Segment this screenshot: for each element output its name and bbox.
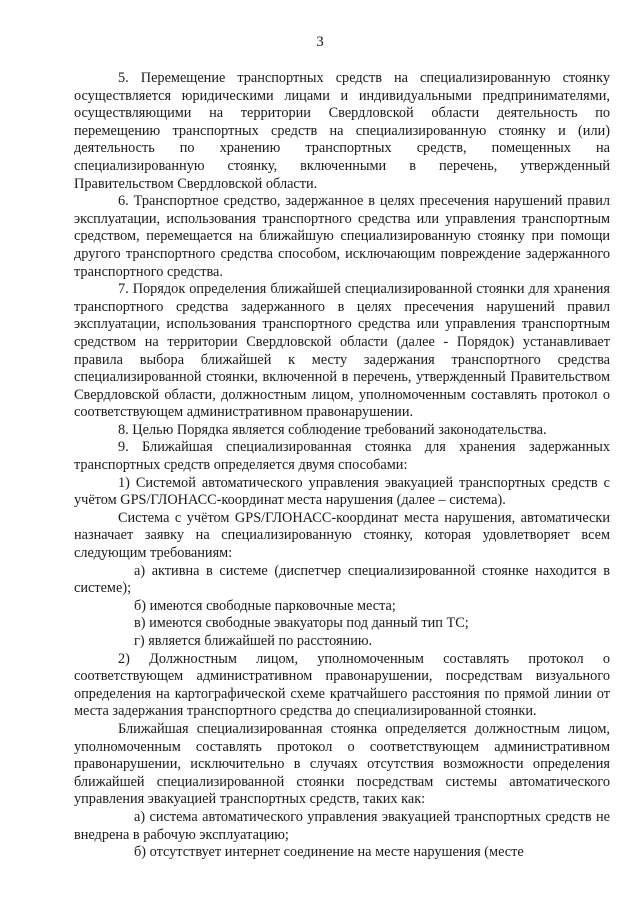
paragraph-5: 5. Перемещение транспортных средств на специализированную стоянку осуществляется юридическими лицами и индивидуальными предпринимателями, осуществляющими на территории Свердловской области деятельность по перемещению транспортных средств на специализированную стоянку и (или) деятельность по хранению транспортных средств, помещенных на специализированную стоянку, включенными в перечень, утвержденный Правительством Свердловской области.: [74, 70, 610, 192]
requirement-g: г) является ближайшей по расстоянию.: [134, 633, 373, 649]
paragraph-7: 7. Порядок определения ближайшей специализированной стоянки для хранения транспортного средства задержанного в целях пресечения нарушений правил эксплуатации, использования транспортного средства или управления транспортным средством на территории Свердловской области (далее - Порядок) устанавливает правила выбора ближайшей к месту задержания транспортного средства специализированной стоянки, включенной в перечень, утвержденный Правительством Свердловской области, должностным лицом, уполномоченным составлять протокол о соответствующем административном правонарушении.: [74, 281, 610, 421]
method-1: 1) Системой автоматического управления эвакуацией транспортных средств с учётом GPS/ГЛОНАСС-координат места нарушения (далее – система).: [74, 474, 610, 509]
official-determination: Ближайшая специализированная стоянка определяется должностным лицом, уполномоченным составлять протокол о соответствующем административном правонарушении, исключительно в случаях отсутствия возможности определения ближайшей специализированной стоянки посредствам системы автоматического управления эвакуацией транспортных средств, таких как:: [74, 720, 610, 808]
requirement-b: б) имеются свободные парковочные места;: [134, 597, 396, 614]
document-body: [74, 70, 610, 862]
case-b: б) отсутствует интернет соединение на месте нарушения (месте: [134, 844, 524, 861]
paragraph-9: 9. Ближайшая специализированная стоянка для хранения задержанных транспортных средств определяется двумя способами:: [74, 439, 610, 474]
system-description: Система с учётом GPS/ГЛОНАСС-координат места нарушения, автоматически назначает заявку на специализированную стоянку, которая удовлетворяет всем следующим требованиям:: [74, 509, 610, 562]
paragraph-8: 8. Целью Порядка является соблюдение требований законодательства.: [118, 421, 547, 438]
case-a: а) система автоматического управления эвакуацией транспортных средств не внедрена в рабочую эксплуатацию;: [74, 808, 610, 843]
paragraph-6: 6. Транспортное средство, задержанное в целях пресечения нарушений правил эксплуатации, использования транспортного средства или управления транспортным средством, перемещается на ближайшую специализированную стоянку при помощи другого транспортного средства способом, исключающим повреждение задержанного транспортного средства.: [74, 193, 610, 280]
requirement-a: а) активна в системе (диспетчер специализированной стоянке находится в системе);: [74, 562, 610, 597]
page-number: 3: [316, 34, 324, 50]
requirement-v: в) имеются свободные эвакуаторы под данный тип ТС;: [134, 615, 469, 632]
method-2: 2) Должностным лицом, уполномоченным составлять протокол о соответствующем административном правонарушении, посредствам визуального определения на картографической схеме кратчайшего расстояния по прямой линии от места задержания транспортного средства до специализированной стоянки.: [74, 650, 610, 720]
